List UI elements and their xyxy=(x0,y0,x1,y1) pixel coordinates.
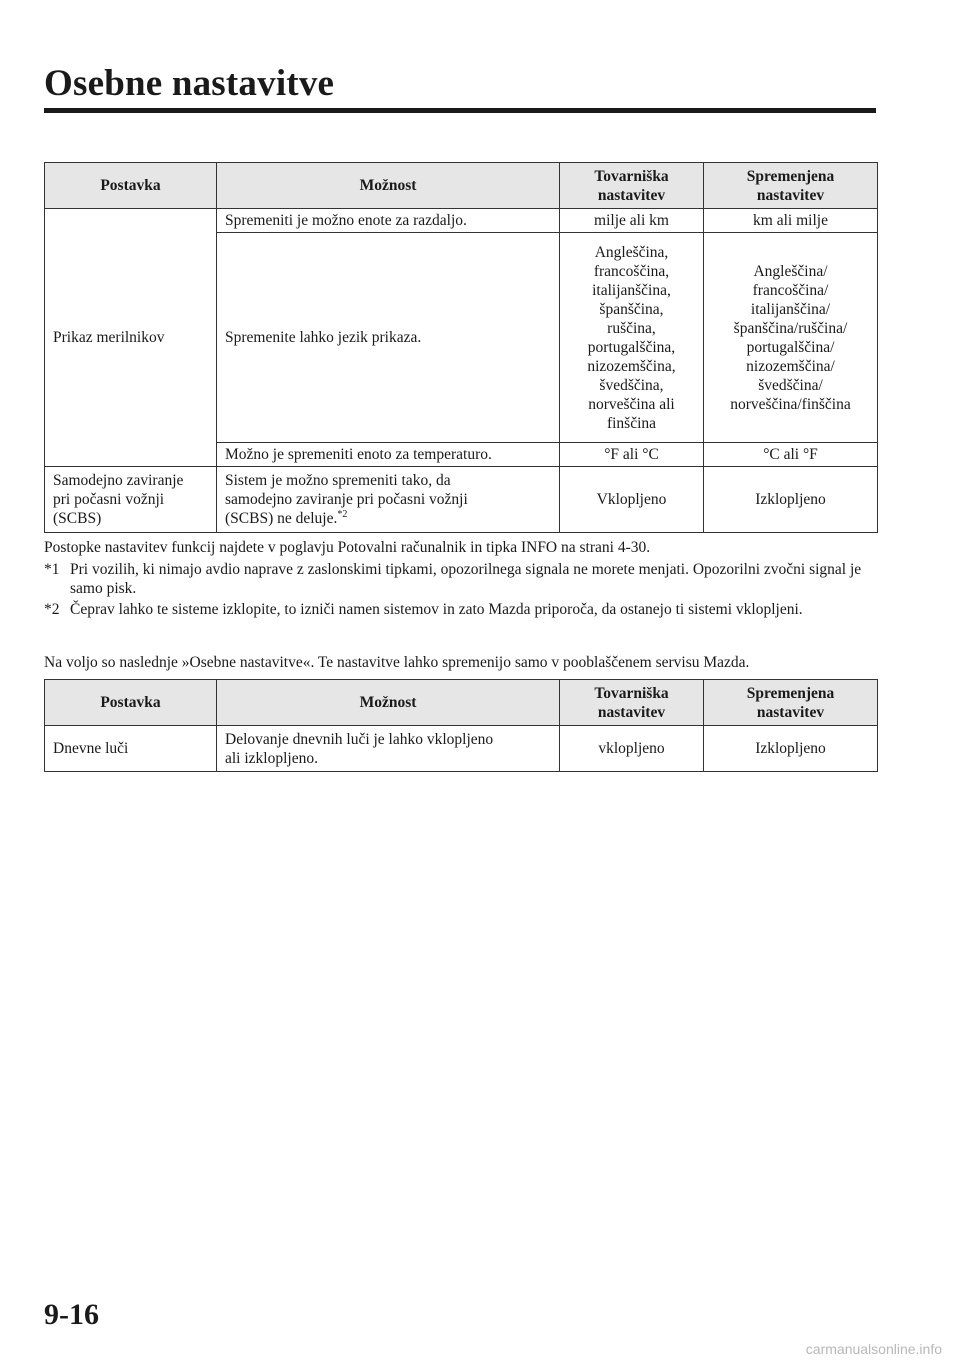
changed-cell: Izklopljeno xyxy=(704,467,878,533)
factory-cell: Vklopljeno xyxy=(560,467,704,533)
settings-table-2 xyxy=(44,679,878,772)
page-number: 9-16 xyxy=(44,1298,99,1331)
item-cell: Samodejno zaviranje pri počasni vožnji (SCBS) xyxy=(45,467,217,533)
footnote-2 xyxy=(44,600,876,619)
watermark: carmanualsonline.info xyxy=(805,1341,942,1357)
footnote-mark: *1 xyxy=(44,561,60,578)
col-header-changed: Spremenjena nastavitev xyxy=(704,163,878,209)
option-cell: Možno je spremeniti enoto za temperaturo. xyxy=(217,443,560,467)
changed-cell: km ali milje xyxy=(704,209,878,233)
col-header-changed: Spremenjena nastavitev xyxy=(704,680,878,726)
factory-cell: vklopljeno xyxy=(560,726,704,772)
col-header-factory: Tovarniška nastavitev xyxy=(560,680,704,726)
footnote-text: Čeprav lahko te sisteme izklopite, to izniči namen sistemov in zato Mazda priporoča, da ostanejo ti sistemi vklopljeni. xyxy=(70,601,803,618)
table-row xyxy=(45,726,878,772)
info-note: Postopke nastavitev funkcij najdete v poglavju Potovalni računalnik in tipka INFO na strani 4-30. xyxy=(44,539,651,556)
option-cell: Spremeniti je možno enote za razdaljo. xyxy=(217,209,560,233)
col-header-item: Postavka xyxy=(45,680,217,726)
title-rule xyxy=(44,108,876,113)
footnote-text: Pri vozilih, ki nimajo avdio naprave z zaslonskimi tipkami, opozorilnega signala ne morete menjati. Opozorilni zvočni signal je samo pisk. xyxy=(70,561,862,597)
page-title: Osebne nastavitve xyxy=(44,63,335,104)
footnote-mark: *2 xyxy=(44,601,60,618)
table-header-row xyxy=(45,680,878,726)
col-header-item: Postavka xyxy=(45,163,217,209)
factory-cell: °F ali °C xyxy=(560,443,704,467)
col-header-option: Možnost xyxy=(217,163,560,209)
table-row xyxy=(45,209,878,233)
option-cell: Delovanje dnevnih luči je lahko vklopljeno ali izklopljeno. xyxy=(217,726,560,772)
footnote-1 xyxy=(44,560,876,598)
footnote-ref: *2 xyxy=(337,508,348,520)
option-cell xyxy=(217,467,560,533)
item-cell: Dnevne luči xyxy=(45,726,217,772)
col-header-option: Možnost xyxy=(217,680,560,726)
option-cell: Spremenite lahko jezik prikaza. xyxy=(217,233,560,443)
changed-cell: Izklopljeno xyxy=(704,726,878,772)
changed-cell: °C ali °F xyxy=(704,443,878,467)
table-header-row xyxy=(45,163,878,209)
factory-cell: milje ali km xyxy=(560,209,704,233)
changed-cell: Angleščina/ francoščina/ italijanščina/ španščina/ruščina/ portugalščina/ nizozemščina/ švedščina/ norveščina/finščina xyxy=(704,233,878,443)
factory-cell: Angleščina, francoščina, italijanščina, španščina, ruščina, portugalščina, nizozemščina, švedščina, norveščina ali finščina xyxy=(560,233,704,443)
col-header-factory: Tovarniška nastavitev xyxy=(560,163,704,209)
settings-table-1 xyxy=(44,162,878,533)
item-cell: Prikaz merilnikov xyxy=(45,209,217,467)
dealer-settings-intro: Na voljo so naslednje »Osebne nastavitve«. Te nastavitve lahko spremenijo samo v pooblaščenem servisu Mazda. xyxy=(44,654,750,671)
option-text: Sistem je možno spremeniti tako, da samodejno zaviranje pri počasni vožnji (SCBS) ne deluje. xyxy=(225,472,468,527)
table-row xyxy=(45,467,878,533)
